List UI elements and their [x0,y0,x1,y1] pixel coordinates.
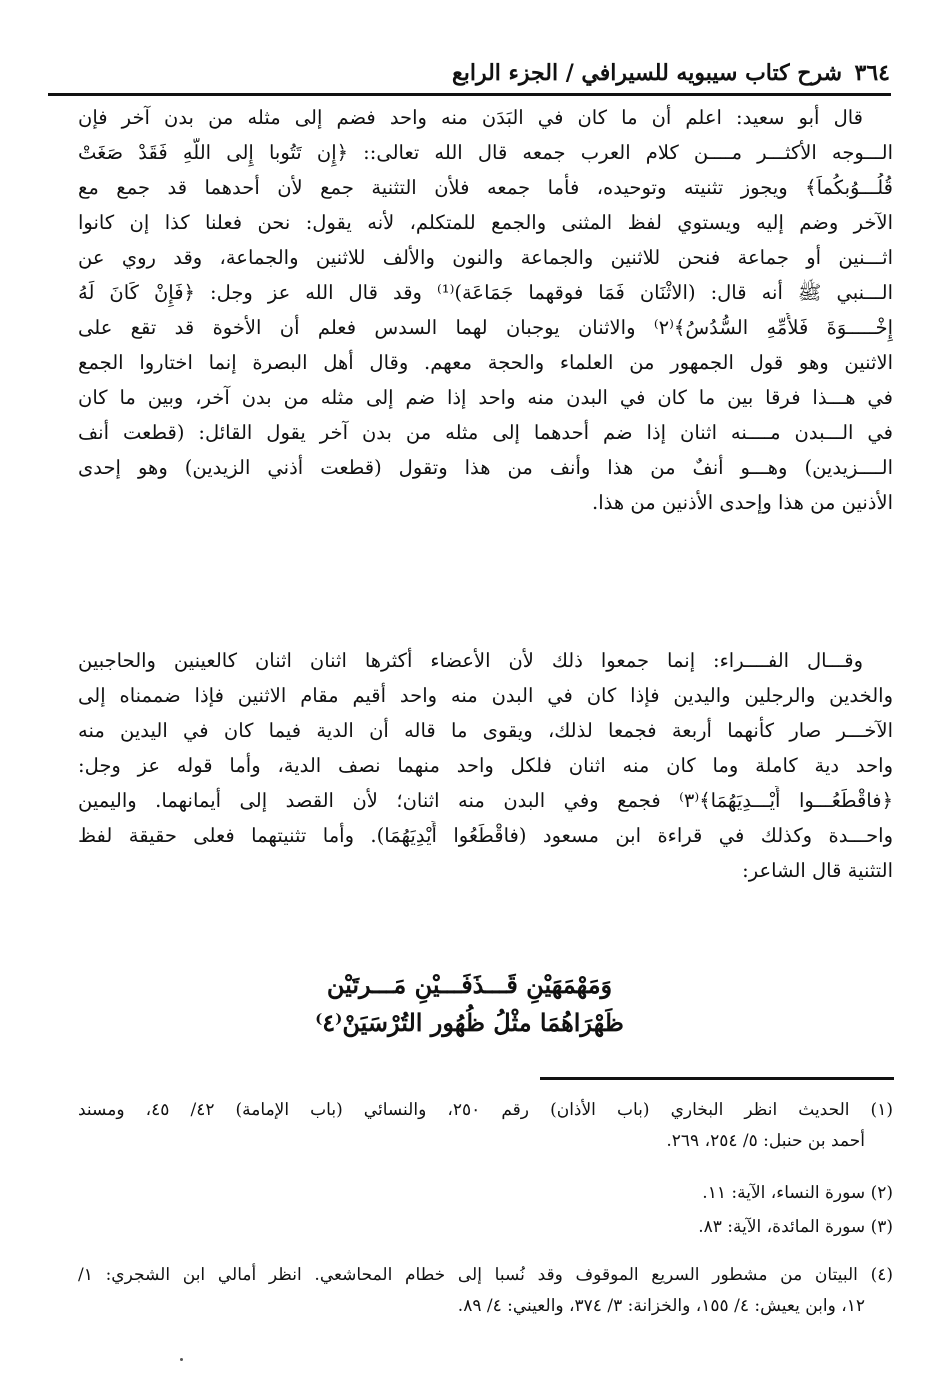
text-line: واحد دية كاملة وما كان منه اثنان فلكل واحد منهما نصف الدية، وأما قوله عز وجل: [78,754,893,777]
text-line: والخدين والرجلين واليدين فإذا كان في البدن منه واحد أقيم مقام الاثنين فإذا ضممناه إلى [78,684,893,707]
text-line: الـــنبي ﷺ أنه قال: (الاثْنَان فَمَا فوقهما جَمَاعَة)⁽¹⁾ وقد قال الله عز وجل: ﴿فَإِنْ كَانَ لَهُ [78,281,893,304]
text-line: ﴿فاقْطَعُـــوا أَيْـــدِيَهُمَا﴾⁽٣⁾ فجمع وفي البدن منه اثنان؛ لأن القصد إلى أيمانهما. واليمين [78,789,893,812]
text-line: الاثنين وهو قول الجمهور من العلماء والحجة معهم. وقال أهل البصرة إنما اختاروا الجمع [78,351,893,374]
footnote-line: (١) الحديث انظر البخاري (باب الأذان) رقم ٢٥٠، والنسائي (باب الإمامة) ٤٢/ ٤٥، ومسند [78,1100,893,1120]
text-line: إِخْـــــوَةَ فَلأُمِّهِ السُّدُسُ﴾⁽٢⁾ والاثنان يوجبان لهما السدس فعلم أن الأخوة قد تقع على [78,316,893,339]
footnote-line: أحمد بن حنبل: ٥/ ٢٥٤، ٢٦٩. [666,1131,865,1151]
footnote-line: (٣) سورة المائدة، الآية: ٨٣. [698,1217,893,1237]
text-line: الأذنين من هذا وإحدى الأذنين من هذا. [592,491,893,514]
footnote-line: (٤) البيتان من مشطور السريع الموقوف وقد نُسبا إلى خطام المحاشعي. انظر أمالي ابن الشجري: ١/ [78,1265,893,1285]
text-line: في هـــذا فرقا بين ما كان في البدن منه واحد إذا ضم إلى مثله من بدن آخر، وبين ما كان [78,386,893,409]
text-line: الآخـــر صار كأنهما أربعة فجمعا لذلك، ويقوى ما قاله أن الدية فيما كان في اليدين منه [78,719,893,742]
text-line: التثنية قال الشاعر: [742,859,893,882]
verse-line-2: ظَهْرَاهُمَا مثْلُ ظُهُور التُرْسَيَنْ⁽٤⁾ [315,1008,624,1037]
text-line: الــــزيدين) وهـــو أنفٌ من هذا وأنف من هذا وتقول (قطعت أذني الزيدين) وهو إحدى [78,456,893,479]
scan-speck [180,1358,183,1361]
text-line: اثـــنين أو جماعة فنحن للاثنين والجماعة والنون والألف للاثنين والجماعة، وقد روي عن [78,246,893,269]
footnote-rule [540,1077,894,1080]
footnote-line: ١٢، وابن يعيش: ٤/ ١٥٥، والخزانة: ٣/ ٣٧٤، والعيني: ٤/ ٨٩. [457,1296,865,1316]
text-line: الـــوجه الأكثـــر مــــن كلام العرب جمعه قال الله تعالى:: ﴿إِن تَتُوبا إِلى اللَّهِ فَقَدْ صَغَتْ [78,141,893,164]
header-rule [48,93,891,96]
footnote-line: (٢) سورة النساء، الآية: ١١. [702,1183,893,1203]
text-line: قال أبو سعيد: اعلم أن ما كان في البَدَن منه واحد فضم إلى مثله من بدن آخر فإن [78,106,863,129]
verse-line-1: وَمَهْمَهَيْنِ قَـــذَفَـــيْنِ مَـــرتَيْن [326,970,613,999]
text-line: في الـــبدن مــــنه اثنان إذا ضم أحدهما إلى مثله من بدن آخر يقول القائل: (قطعت أنف [78,421,893,444]
text-line: قُلُـــوُبكُماَ﴾ ويجوز تثنيته وتوحيده، فأما جمعه فلأن التثنية جمع لأن أحدهما قد جمع مع [78,176,893,199]
text-line: واحـــدة وكذلك في قراءة ابن مسعود (فاقْطَعُوا أَيْدِيَهُمَا). وأما تثنيتهما فعلى حقيقة لفظ [78,824,893,847]
page-number: ٣٦٤ [854,60,890,86]
text-line: وقـــال الفــــراء: إنما جمعوا ذلك لأن الأعضاء أكثرها اثنان اثنان كالعينين والحاجبين [78,649,863,672]
text-line: الآخر وضم إليه ويستوي لفظ المثنى والجمع للمتكلم، لأنه يقول: نحن فعلنا كذا إن كانوا [78,211,893,234]
running-header-title: شرح كتاب سيبويه للسيرافي / الجزء الرابع [452,60,843,86]
